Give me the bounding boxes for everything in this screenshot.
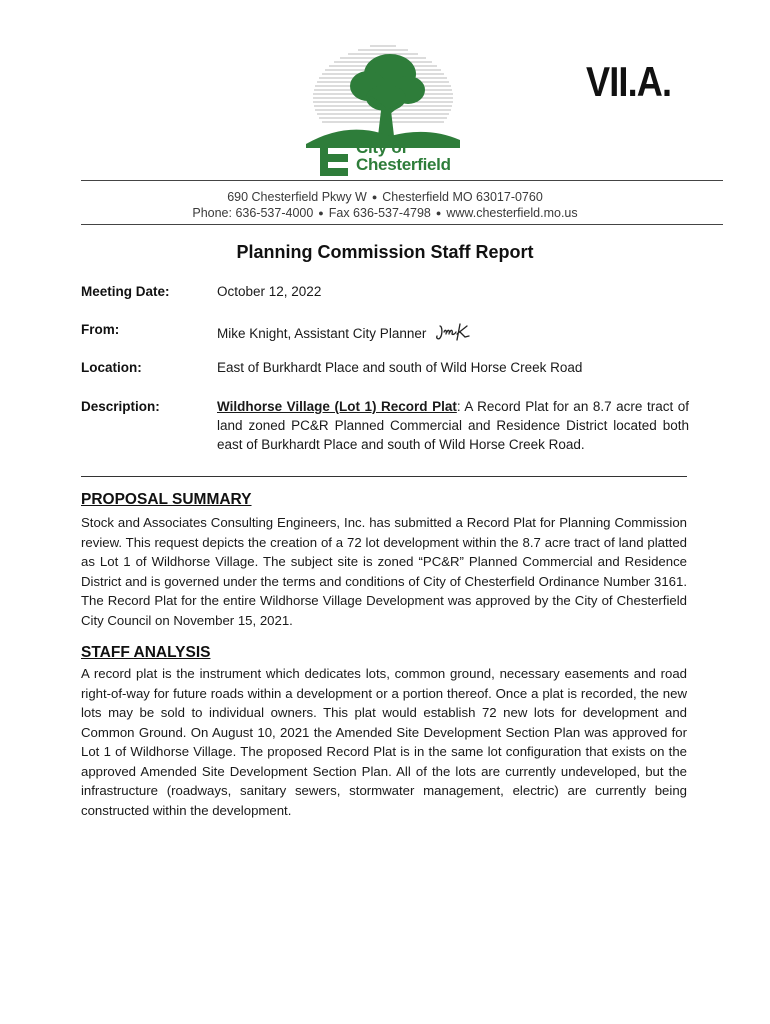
description-label: Description: [81, 399, 160, 414]
logo-text-city-of: City of [356, 138, 407, 157]
address-line [0, 190, 770, 204]
phone-number: Phone: 636-537-4000 [192, 206, 314, 220]
description-body: : A Record Plat for an 8.7 acre tract of land zoned PC&R Planned Commercial and Residence District located both east of Burkhardt Place and south of Wild Horse Creek Road. [217, 399, 690, 452]
initials-signature [434, 322, 482, 342]
logo-c-mark-icon [320, 140, 348, 176]
website-link[interactable]: www.chesterfield.mo.us [446, 206, 578, 220]
proposal-summary-heading: PROPOSAL SUMMARY [81, 491, 252, 508]
header-rule-top [81, 180, 723, 181]
staff-analysis-text: A record plat is the instrument which dedicates lots, common ground, necessary easements and road right-of-way for future roads within a development or a portion thereof. Once a plat is recorded, the new lots may be sold to individual owners. This plat would establish 72 new lots for development and Common Ground. On August 10, 2021 the Amended Site Development Section Plan was approved for Lot 1 of Wildhorse Village. The proposed Record Plat is in the same lot configuration that exists on the approved Amended Site Development Section Plan. All of the lots are currently undeveloped, but the infrastructure (roadways, sanitary sewers, stormwater management, electric) are currently being constructed within the development. [81, 666, 687, 818]
meeting-date-value: October 12, 2022 [217, 284, 322, 299]
description-title: Wildhorse Village (Lot 1) Record Plat [217, 399, 457, 414]
logo-text-chesterfield: Chesterfield [356, 155, 451, 174]
description-value [217, 397, 689, 454]
city-address: Chesterfield MO 63017-0760 [382, 190, 543, 204]
from-label: From: [81, 322, 120, 337]
from-value-row [217, 322, 482, 342]
location-value: East of Burkhardt Place and south of Wild Horse Creek Road [217, 360, 583, 375]
street-address: 690 Chesterfield Pkwy W [227, 190, 367, 204]
fields-divider [81, 476, 687, 477]
report-title: Planning Commission Staff Report [236, 242, 534, 262]
agenda-item-code: VII.A. [586, 58, 672, 105]
from-value: Mike Knight, Assistant City Planner [217, 326, 427, 341]
bullet-icon: ● [435, 208, 442, 218]
staff-analysis-heading: STAFF ANALYSIS [81, 644, 211, 661]
meeting-date-label: Meeting Date: [81, 284, 170, 299]
bullet-icon: ● [318, 208, 324, 218]
contact-line [0, 206, 770, 220]
bullet-icon: ● [371, 192, 378, 202]
fax-number: Fax 636-537-4798 [328, 206, 431, 220]
location-label: Location: [81, 360, 142, 375]
header-rule-bottom [81, 224, 723, 225]
proposal-summary-text: Stock and Associates Consulting Engineers, Inc. has submitted a Record Plat for Planning Commission review. This request depicts the creation of a 72 lot development within the 8.7 acre tract of land platted as Lot 1 of Wildhorse Village. The subject site is zoned “PC&R” Planned Commercial and Residence District and is governed under the terms and conditions of City of Chesterfield Ordinance Number 3161. The Record Plat for the entire Wildhorse Village Development was approved by the City of Chesterfield City Council on November 15, 2021. [81, 515, 687, 628]
